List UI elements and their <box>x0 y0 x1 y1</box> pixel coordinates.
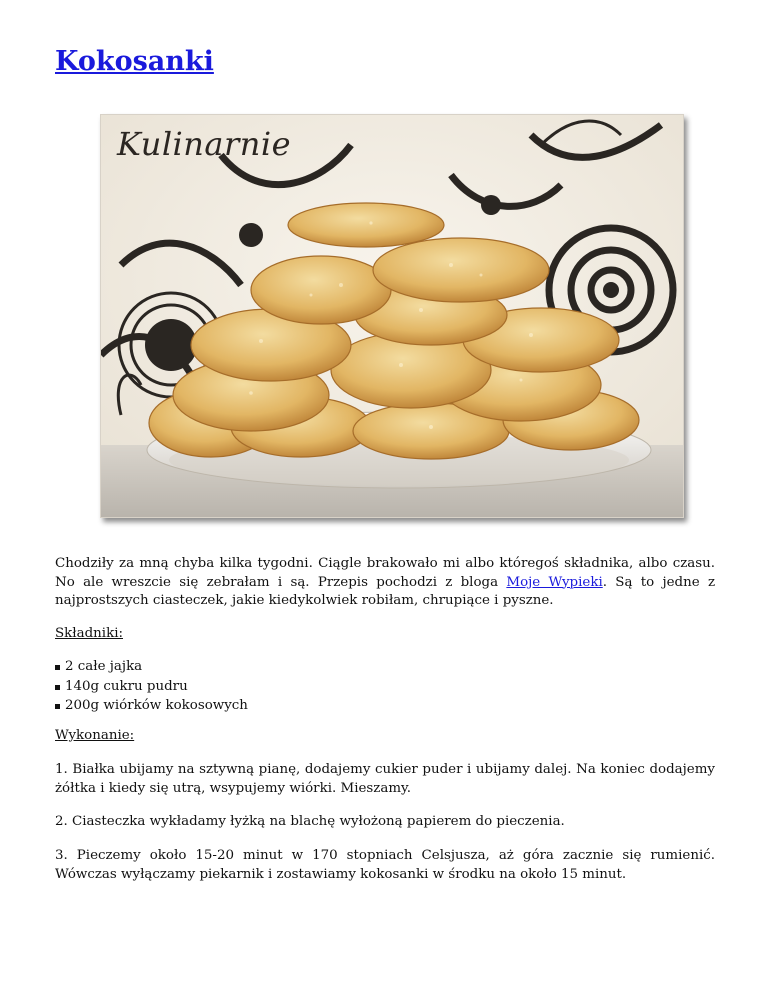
blog-link[interactable]: Moje Wypieki <box>506 574 603 590</box>
list-item <box>55 696 248 716</box>
bullet-icon <box>55 665 60 670</box>
cookies-photo <box>100 114 684 518</box>
page-title-link[interactable]: Kokosanki <box>55 46 214 77</box>
step-paragraph: 3. Pieczemy około 15-20 minut w 170 stopniach Celsjusza, aż góra zacznie się rumienić. Wówczas wyłączamy piekarnik i zostawiamy kokosanki w środku na około 15 minut. <box>55 848 715 882</box>
intro-text-1: Chodziły za mną chyba kilka tygodni. Ciągle brakowało mi albo któregoś składnika, albo czasu. No ale wreszcie się zebrałam i są. Przepis pochodzi z bloga <box>55 556 715 590</box>
watermark-logo: Kulinarnie <box>117 125 292 163</box>
ingredients-list <box>55 657 248 716</box>
step-paragraph: 1. Białka ubijamy na sztywną pianę, dodajemy cukier puder i ubijamy dalej. Na koniec dodajemy żółtka i kiedy się utrą, wsypujemy wiórki. Mieszamy. <box>55 762 715 796</box>
step-paragraph: 2. Ciasteczka wykładamy łyżką na blachę wyłożoną papierem do pieczenia. <box>55 814 565 829</box>
list-item <box>55 657 248 677</box>
bullet-icon <box>55 685 60 690</box>
intro-paragraph <box>55 555 715 611</box>
list-item <box>55 677 248 697</box>
preparation-heading-text: Wykonanie: <box>55 728 135 743</box>
ingredient-text: 2 całe jajka <box>65 659 143 674</box>
ingredients-heading-text: Składniki: <box>55 626 123 641</box>
ingredient-text: 140g cukru pudru <box>65 678 188 694</box>
ingredients-heading <box>55 625 715 644</box>
cookies-illustration <box>101 115 683 517</box>
intro-text-2: . Są to jedne z najprostszych ciasteczek, jakie kiedykolwiek robiłam, chrupiące i pyszne. <box>55 574 715 608</box>
bullet-icon <box>55 704 60 709</box>
ingredient-text: 200g wiórków kokosowych <box>65 698 248 713</box>
preparation-heading <box>55 727 715 746</box>
